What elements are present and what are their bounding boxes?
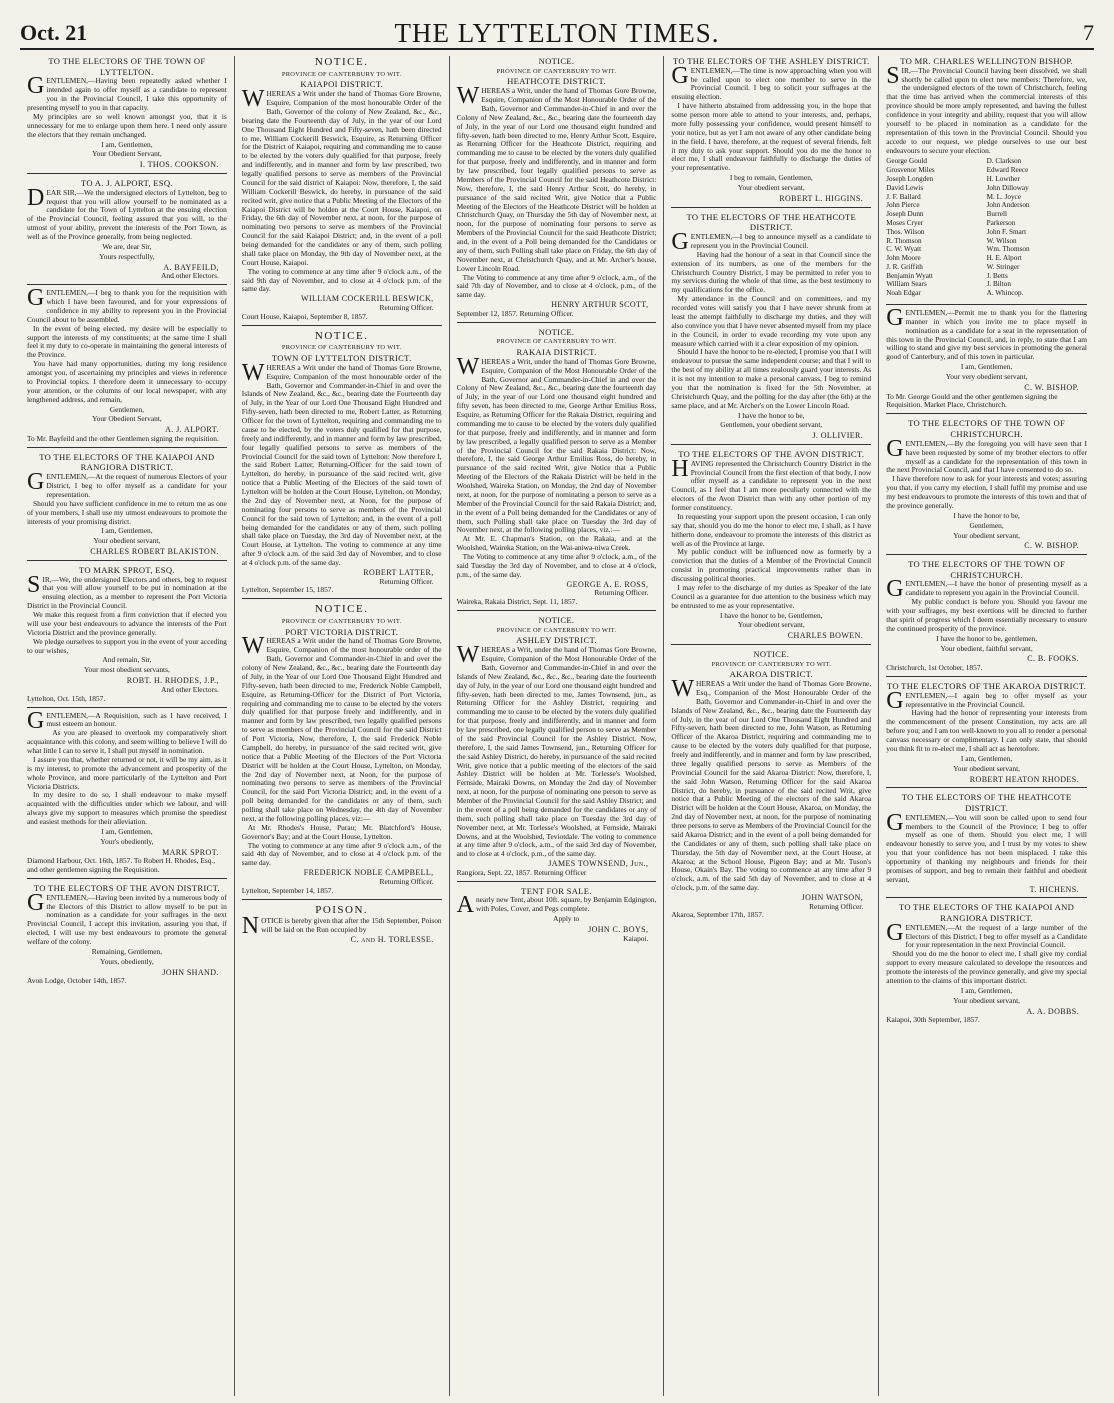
ad-signature: CHARLES ROBERT BLAKISTON.: [90, 547, 219, 557]
ad-paragraph: WHEREAS a Writ, under the hand of Thomas Gore Browne, Esquire, Companion of the Most Honourable Order of the Bath, Governor and Commander-in-Chief in and over the Colony of New Zealand, &c., &c., bearing date the fourteenth day of July, in the year of our Lord one thousand eight hundred and fifty seven, has been directed to me, George Arthur Emilius Ross, Esquire, as Returning Officer for the Rakaia District, requiring and commanding me to cause to be elected by the voters duly qualified for that purpose, freely and indifferently, and in manner and form by law prescribed, a legally qualified person to serve as a Member of the Provincial Council for the said Rakaia District: Now, therefore, I, the said George Arthur Emilius Ross, do hereby, in pursuance of the said recited Writ, give Notice that a Public Meeting of the Electors of the Rakaia District will be held in the Woolshed, Waireka Station, on Monday, the 2nd day of November next, at noon, for the purpose of nominating a person to serve as a Member of the Provincial Council for the said Rakaia District; and, in the event of a Poll being demanded for the Candidates or any of them, such Polling shall take place on Tuesday the 3rd day of November next, at the following polling places, viz.:—: [456, 353, 657, 535]
signatory-name: H. Lowther: [986, 175, 1020, 184]
column-4: [664, 56, 879, 1396]
ad-paragraph: The voting to commence at any time after 9 o'clock a.m., of the said 4th day of November, and to close at 4 o'clock p.m. of the same day.: [241, 840, 442, 868]
advertisement: [457, 615, 657, 882]
ad-closing: I have the honor to be, Gentlemen,: [719, 610, 823, 620]
signatory-name: Benjamin Wyatt: [886, 271, 933, 280]
ad-signature-title: Kaiapoi.: [623, 933, 649, 943]
ad-body: [27, 285, 227, 404]
signatory-name: John Pierce: [886, 201, 920, 210]
ad-paragraph: Should you do me the honor to elect me, I shall give my cordial support to every measure calculated to develope the resources and promote the interests of the province generally, and give my special attention to the claims of this important district.: [886, 949, 1087, 985]
ad-closing: I am, Gentlemen,: [101, 139, 153, 149]
ad-subheading: PROVINCE OF CANTERBURY TO WIT.: [496, 67, 617, 75]
ad-footer: Lyttelton, September 14, 1857.: [241, 885, 334, 895]
signatory-name: John F. Smart: [986, 227, 1027, 236]
signatory-name: Wm. Thomson: [986, 245, 1030, 254]
ad-body: [671, 455, 872, 611]
ad-body: [27, 571, 227, 656]
ad-paragraph: We pledge ourselves to support you in the event of your acceding to our wishes,: [27, 636, 227, 655]
ad-heading: TO THE ELECTORS OF THE KAIAPOI AND RANGIORA DISTRICT.: [39, 451, 215, 473]
ad-paragraph: SIR,—We, the undersigned Electors and others, beg to request that you will allow yourself to be put in nomination at the ensuing election, as a member to represent the Port Victoria District in the Provincial Council.: [27, 571, 227, 611]
advertisement: [27, 565, 227, 708]
columns: [20, 56, 1094, 1396]
advertisement: [242, 603, 442, 899]
ad-paragraph: GENTLEMEN,—At the request of a large number of the Electors of this District, I beg to offer myself as a Candidate for your representation in the next Provincial Council.: [886, 919, 1087, 950]
ad-signature: GEORGE A. E. ROSS,: [566, 579, 649, 589]
newspaper-title: THE LYTTELTON TIMES.: [394, 18, 720, 48]
signatory-name: C. W. Wyatt: [886, 245, 922, 254]
ad-heading: TO THE ELECTORS OF THE AKAROA DISTRICT.: [886, 680, 1087, 691]
ad-footer: Waireka, Rakaia District, Sept. 11, 1857.: [456, 597, 578, 607]
ad-paragraph: WHEREAS a Writ under the hand of Thomas Gore Browne, Esquire, Companion of the most honourable order of the Bath, Governor and Commander-in-Chief in and over the colony of New Zealand, &c., &c., bearing date the Fourteenth day of July, in the Year of our Lord One Thousand Eight Hundred and Fifty-seven, hath been directed to me, Frederick Noble Campbell, Esquire, as Returning-Officer for the District of Port Victoria, requiring and commanding me to cause to be elected by the voters duly qualified for that purpose freely and indifferently, and in manner and form by law prescribed, two legally qualified persons to serve as members of the Provincial Council for the said District of Port Victoria, Now, therefore, I, the said Frederick Noble Campbell, do hereby, in pursuance of the said recited writ, give notice that a Public Meeting of the Electors of the Port Victoria District will be holden at the Court House, Lyttelton, on Monday, the 2nd day of November next, at Noon, for the purpose of nominating two persons to serve as members of the Provincial Council, for the said Port Victoria District; and, in the event of a poll being demanded for the candidates or any of them, such polling shall take place on Wednesday, the 4th day of November next, at the following polling places, viz:—: [241, 633, 442, 823]
advertisement: [886, 902, 1087, 1028]
ad-closing: We are, dear Sir,: [102, 241, 152, 251]
ad-heading: TO A. J. ALPORT, ESQ.: [80, 177, 173, 188]
page-number: 7: [1083, 20, 1094, 45]
ad-signature: JOHN WATSON,: [801, 893, 864, 902]
ad-heading: TO THE ELECTORS OF THE TOWN OF CHRISTCHURCH.: [908, 418, 1066, 440]
ad-footer: Christchurch, 1st October, 1857.: [886, 663, 983, 673]
advertisement: [242, 56, 442, 326]
ad-body: [27, 73, 227, 139]
ad-district-heading: HEATHCOTE DISTRICT.: [507, 76, 606, 87]
signatory-name: A. Whincop.: [986, 289, 1024, 298]
ad-footer: Avon Lodge, October 14th, 1857.: [27, 976, 127, 986]
ad-paragraph: My public conduct is before you. Should you favour me with your suffrages, my best exertions will be directed to further that spirit of progress which I deem essentially necessary to ensure the continued prosperity of the province.: [886, 597, 1087, 633]
signatory-name: W. Wilson: [986, 236, 1017, 245]
ad-heading: TO THE ELECTORS OF THE TOWN OF CHRISTCHURCH.: [908, 559, 1066, 580]
advertisement: [886, 418, 1087, 555]
advertisement: [27, 707, 227, 879]
ad-heading: NOTICE.: [753, 648, 790, 659]
ad-paragraph: GENTLEMEN,—You will soon be called upon to send four members to the Council of the Province; I beg to offer myself as one of them. Should you elect me, I will endeavour honestly to serve you, and I trust by my votes to shew you that your confidence has not been misplaced. I take this opportunity of thanking my neighbours and friends for their promises of support, and beg to remain their faithful and obedient servant,: [886, 809, 1087, 884]
ad-signature-title: Returning Officer.: [379, 302, 434, 312]
signatory-name: Edward Reece: [986, 166, 1029, 175]
ad-heading: TO THE ELECTORS OF THE HEATHCOTE DISTRICT.: [901, 792, 1072, 813]
ad-subheading: PROVINCE OF CANTERBURY TO WIT.: [281, 618, 402, 626]
ad-signature: WILLIAM COCKERILL BESWICK,: [301, 294, 434, 304]
ad-signature: JOHN C. BOYS,: [588, 924, 649, 934]
ad-heading: TO THE ELECTORS OF THE ASHLEY DISTRICT.: [673, 56, 870, 66]
ad-paragraph: DEAR SIR,—We the undersigned electors of Lyttelton, beg to request that you will allow yourself to be nominated as a candidate for the Town of Lyttelton at the ensuing election of the Provincial Council, feeling assured that you will, to the utmost of your ability, prevent the interests of the Port Town, as well as of the Province generally, from being neglected.: [27, 184, 227, 242]
ad-paragraph: WHEREAS a Writ under the hand of Thomas Gore Browne, Esquire, Companion of the most honourable Order of the Bath, Governor of the colony of New Zealand, &c., &c., bearing date the Fourteenth day of July, in the year of our Lord One Thousand Eight Hundred and Fifty-seven, hath been directed to me, William Cockerill Beswick, Esquire, as Returning Officer for the District of Kaiapoi, requiring and commanding me to cause to be elected by the voters duly qualified for that purpose, freely and indifferently, and in manner and form by law prescribed, two legally qualified persons to serve as members of the Provincial Council for the said district of Kaiapoi: Now, therefore, I, the said William Cockerill Beswick, do hereby, in pursuance of the said recited writ, give notice that a Public Meeting of the Electors of the Kaiapoi District will be holden at the Court House, Kaiapoi, on Friday, the 6th day of November next, at noon, for the purpose of nominating two persons to serve as members of the Provincial Council for the said Kaiapoi District; and, in the event of a poll being demanded for the candidates or any of them, such polling shall take place on Monday, the 9th day of November next, at the Court House, Kaiapoi.: [241, 86, 442, 267]
ad-signature: C. W. BISHOP.: [1024, 541, 1079, 551]
ad-body: [456, 353, 657, 580]
ad-footer: Lyttelton, Oct. 15th, 1857.: [27, 693, 106, 703]
ad-paragraph: The Voting to commence at any time after 9 o'clock, a.m., of the said Tuesday the 3rd day of November, and to close at 4 o'clock, p.m., of the same day.: [456, 552, 657, 579]
advertisement: [671, 212, 871, 445]
ad-closing: I beg to remain, Gentlemen,: [729, 173, 813, 183]
advertisement: [457, 56, 657, 323]
ad-footer: Akaroa, September 17th, 1857.: [671, 910, 764, 920]
issue-date: Oct. 21: [20, 20, 88, 45]
signatory-list: [886, 157, 1087, 298]
ad-paragraph: As you are pleased to overlook my comparatively short acquaintance with this colony, and seem willing to believe I will do what little I can to serve it, I shall put myself in nomination.: [27, 728, 227, 755]
ad-body: [27, 184, 227, 242]
ad-paragraph: At Mr. Rhodes's House, Purau; Mr. Blatchford's House, Governor's Bay; and at the Court House, Lyttelton.: [241, 822, 442, 841]
signatory-name: J. Betts: [986, 271, 1008, 280]
ad-paragraph: GENTLEMEN,—I beg to announce myself as a candidate to represent you in the Provincial Council.: [671, 229, 872, 256]
ad-closing: I am, Gentlemen,: [960, 985, 1013, 995]
ad-footer: To Mr. George Gould and the other gentlemen signing the Requisition. Market Place, Christchurch.: [886, 391, 1058, 410]
signatory-name: Joseph Longden: [886, 175, 934, 184]
ad-paragraph: Should I have the honor to be re-elected, I promise you that I will endeavour to pursue the same independent course; and that I will to the best of my ability at all times zealously guard your interests. As it is not my intention to make a personal canvass, I beg to remind you that the nomination is fixed for the 5th November, at Christchurch Quay, and the polling for the day after (the 6th) at the same place, and at Mr. Archer's on the Lower Lincoln Road.: [671, 347, 872, 410]
column-3: [450, 56, 665, 1396]
ad-paragraph: I have hitherto abstained from addressing you, in the hope that some person more able to attend to your interests, and, perhaps, more fully possessing your confidence, would present himself to your notice, but as yet I am not aware of any other candidate being in the field. I have, therefore, at the request of several friends, felt it my duty to ask your support. Should you do me the honor to elect me, I shall endeavour faithfully to discharge the duties of your representative.: [671, 101, 872, 173]
ad-paragraph: GENTLEMEN,—The time is now approaching when you will be called upon to elect one member to serve in the Provincial Council. I beg to solicit your suffrages at the ensuing election.: [671, 62, 872, 102]
ad-body: [886, 687, 1087, 754]
ad-body: [671, 676, 872, 893]
ad-body: [671, 229, 872, 411]
ad-closing: Your obedient servant,: [737, 183, 805, 193]
signatory-name: Joseph Dunn: [886, 210, 924, 219]
ad-heading: NOTICE.: [538, 326, 575, 337]
ad-heading: NOTICE.: [538, 56, 575, 66]
ad-heading: TENT FOR SALE.: [521, 885, 592, 896]
ad-footer: Court House, Kaiapoi, September 8, 1857.: [241, 311, 368, 321]
ad-paragraph: In the event of being elected, my desire will be especially to support the interests of my constituents; at the same time I shall feel it my duty to co-operate in maintaining the general interests of the Province.: [27, 323, 227, 360]
ad-body: [241, 359, 442, 568]
ad-signature: C. B. FOOKS.: [1027, 654, 1079, 664]
ad-heading: TO THE ELECTORS OF THE HEATHCOTE DISTRICT.: [686, 211, 857, 233]
ad-closing: Your obedient servant,: [953, 995, 1020, 1005]
ad-body: [241, 86, 442, 294]
signatory-name: George Gould: [886, 157, 927, 166]
ad-paragraph: In my desire to do so, I shall endeavour to make myself acquainted with the difficulties under which we labour, and will always give my support to measures which promise the speediest and easiest methods for their alleviation.: [27, 790, 227, 826]
ad-closing: I have the honor to be, gentlemen,: [936, 633, 1038, 643]
signatory-name: David Lewis: [886, 183, 924, 192]
ad-heading: TO THE ELECTORS OF THE AVON DISTRICT.: [678, 448, 865, 459]
advertisement: [27, 452, 227, 561]
ad-body: [886, 576, 1087, 633]
ad-body: [241, 633, 442, 868]
ad-paragraph: I may refer to the discharge of my duties as Speaker of the late Council as a guarantee for due attention to the business which may be entrusted to me as your representative.: [671, 582, 872, 610]
ad-paragraph: My principles are so well known amongst you, that it is unnecessary for me to enlarge upon them here. I need only assure the electors that they remain unchanged.: [27, 111, 227, 139]
ad-paragraph: Having had the honor of representing your interests from the commencement of the present Constitution, my acts are all before you; and I am too well-known to you all to render a personal canvass necessary or complimentary. I can only state, that should you think fit to re-elect me, I shall act as heretofore.: [886, 708, 1087, 753]
ad-body: [456, 642, 657, 859]
ad-paragraph: GENTLEMEN,—I again beg to offer myself as your representative in the Provincial Council.: [886, 687, 1087, 714]
ad-paragraph: GENTLEMEN,—A Requisition, such as I have received, I must esteem an honour.: [27, 707, 227, 734]
signatory-name: John Moore: [886, 254, 921, 263]
ad-signature: C. W. BISHOP.: [1024, 382, 1079, 392]
ad-subheading: PROVINCE OF CANTERBURY TO WIT.: [281, 344, 402, 352]
ad-footer: Kaiapoi, 30th September, 1857.: [886, 1015, 980, 1025]
ad-body: [886, 304, 1087, 362]
ad-subheading: PROVINCE OF CANTERBURY TO WIT.: [496, 338, 617, 346]
ad-paragraph: In requesting your support upon the present occasion, I can only say that, should you do me the honor to elect me, I shall, as I have hitherto done, endeavour to promote the interests of this district as well as of the Province at large.: [671, 511, 872, 548]
ad-heading: NOTICE.: [314, 603, 369, 616]
masthead: [20, 18, 1094, 50]
ad-signature-title: And other Electors.: [161, 271, 219, 281]
ad-heading: POISON.: [315, 903, 369, 916]
ad-signature: A. BAYFEILD,: [163, 262, 219, 272]
ad-district-heading: TOWN OF LYTTELTON DISTRICT.: [271, 353, 412, 364]
ad-closing: Your obedient, faithful servant,: [940, 643, 1033, 653]
ad-signature: A. A. DOBBS.: [1026, 1006, 1079, 1016]
signatory-name: D. Clarkson: [986, 157, 1022, 166]
advertisement: [27, 883, 227, 989]
ad-signature: JOHN SHAND.: [162, 967, 219, 977]
signatory-name: H. E. Alport: [986, 254, 1022, 263]
signatory-column-right: [987, 157, 1087, 298]
ad-closing: Gentlemen,: [109, 404, 145, 414]
ad-paragraph: GENTLEMEN,—At the request of numerous Electors of your District, I beg to offer myself as a candidate for your representation.: [27, 469, 227, 499]
signatory-column-left: [886, 157, 986, 298]
ad-closing: Gentlemen, your obedient servant,: [720, 420, 823, 430]
ad-paragraph: We make this request from a firm conviction that if elected you will use your best endeavours to advance the interests of the Port Victoria District and the province generally.: [27, 610, 227, 637]
ad-paragraph: GENTLEMEN,—Having been invited by a numerous body of the Electors of this District to allow myself to be put in nomination as a candidate for your suffrages in the next Provincial Council, I accept this invitation, assuring you that, if elected, I will use my best endeavours to promote the general welfare of the colony.: [27, 889, 227, 947]
ad-closing: Your Obedient Servant,: [92, 414, 162, 424]
ad-signature: MARK SPROT.: [162, 847, 219, 857]
signatory-name: M. L. Joyce: [986, 192, 1021, 201]
ad-signature-title: Returning Officer.: [379, 876, 434, 886]
ad-paragraph: Having had the honour of a seat in that Council since the extension of its numbers, as one of the members for the Christchurch Country District, I may be permitted to refer you to my services during the whole of that time, as the best testimony to my qualifications for the office.: [671, 249, 872, 295]
ad-paragraph: WHEREAS a Writ, under the hand of Thomas Gore Browne, Esquire, Companion of the Most Honourable Order of the Bath, Governor and Commander-in-Chief in and over the Colony of New Zealand, &c., &c., bearing date the fourteenth day of July, in the year of our Lord one thousand eight hundred and fifty-seven, hath been directed to me, Henry Arthur Scott, Esquire, as Returning Officer for the Heathcote District, requiring and commanding me to cause to be elected by the voters duly qualified for that purpose, freely and indifferently, and in manner and form by law prescribed, four legally qualified persons to serve as Members of the Provincial Council for the said Heathcote District: Now, therefore, I, the said Henry Arthur Scott, do hereby, in pursuance of the said recited Writ, give Notice that a Public Meeting of the Electors of the Heathcote District will be holden at Christchurch Quay, on Thursday the 5th day of November next, at noon, for the purpose of nominating four persons to serve as Members of the Provincial Council for the said Heathcote District; and, in the event of a Poll being demanded for the Candidates or any of them, such Polling shall take place on Friday, the 6th day of November next, at Christchurch Quay, and at Mr. Archer's house, Lower Lincoln Road.: [456, 83, 657, 273]
advertisement: [242, 904, 442, 948]
advertisement: [27, 178, 227, 285]
ad-paragraph: GENTLEMEN,—I have the honor of presenting myself as a candidate to represent you again in the Provincial Council.: [886, 576, 1087, 603]
ad-signature-title: Returning Officer.: [379, 576, 434, 586]
ad-district-heading: PORT VICTORIA DISTRICT.: [285, 626, 399, 637]
ad-footer: Lyttelton, September 15, 1857.: [241, 585, 334, 595]
ad-paragraph: Anearly new Tent, about 10ft. square, by Benjamin Edgington, with Poles, Cover, and Pegs complete.: [456, 892, 657, 919]
ad-closing: I am, Gentlemen,: [101, 826, 153, 836]
ad-signature: JAMES TOWNSEND, Jun.,: [548, 859, 649, 869]
advertisement: [27, 285, 227, 448]
signatory-name: W. Stringer: [986, 262, 1020, 271]
ad-district-heading: ASHLEY DISTRICT.: [516, 635, 597, 646]
ad-paragraph: The Voting to commence at any time after 9 o'clock, a.m., of the said 7th day of November, and to close at 4 o'clock, p.m., of the same day.: [456, 272, 657, 300]
ad-heading: TO MR. CHARLES WELLINGTON BISHOP.: [900, 56, 1073, 66]
ad-paragraph: WHEREAS a Writ under the hand of Thomas Gore Browne, Esq., Companion of the Most Honourable Order of the Bath, Governor and Commander-in-Chief in and over the Islands of New Zealand, &c., &c., bearing date the Fourteenth day of July, in the year of our Lord One Thousand Eight Hundred and Fifty-seven, hath been directed to me, John Watson, as Returning Officer of the Akaroa District, requiring and commanding me to cause to be elected by the voters duly qualified for that purpose, freely and indifferently, and in manner and form by law prescribed, three legally qualified persons to serve as Members of the Provincial Council for the said Akaroa District: Now, therefore, I, the said John Watson, Returning Officer for the said Akaroa District, do hereby, in pursuance of the said recited Writ, give notice that a Public Meeting of the electors of the said Akaroa District will be holden at the Court House, Akaroa, on Monday, the 2nd day of November next, at noon, for the purpose of nominating three persons to serve as Members of the Provincial Council for the said Akaroa District; and in the event of a poll being demanded for the Candidates or any of them, such polling shall take place on Thursday, the 5th day of November next, at the Court House, at Akaroa; at the School House, Pigeon Bay; and at Mr. Tuson's House, Okain's Bay. The voting to commence at any time after 9 o'clock, a.m. of the said 5th day of November, and to close at 4 o'clock, p.m. of the same day.: [671, 676, 872, 893]
ad-heading: NOTICE.: [538, 615, 575, 625]
ad-paragraph: WHEREAS a Writ under the hand of Thomas Gore Browne, Esquire, Companion of the most honourable order of the Bath, Governor and Commander-in-Chief in and over the Islands of New Zealand, &c., &c., bearing date the Fourteenth day of July, in the Year of our Lord One Thousand Eight Hundred and Fifty-seven, hath been directed to me, Robert Latter, as Returning Officer for the town of Lyttelton, requiring and commanding me to cause to be elected, by the voters duly qualified for that purpose, freely and indifferently, and in manner and form by law prescribed, four legally qualified persons to serve as members of the Provincial Council for the said town of Lyttelton: Now therefore I, the said Robert Latter, Returning-Officer for the said town of Lyttelton, do hereby, in pursuance of the said recited writ, give notice that a Public Meeting of the Electors of the said town of Lyttelton will be holden at the Court House, Lyttelton, on Monday, the 2nd day of November next, at Noon, for the purpose of nominating four persons to serve as members of the Provincial Council for the said town of Lyttelton; and, in the event of a poll being demanded for the candidates or any of them, such polling shall take place on Tuesday, the 3rd day of November next, at the Court House, at Lyttelton. The voting to commence at any time after 9 o'clock a.m. of the said 3rd day of November, and to close at 4 o'clock p.m. of the same day.: [241, 359, 442, 568]
ad-closing: Apply to: [553, 914, 580, 924]
signatory-name: Burrell Parkerson: [986, 210, 1016, 227]
signatory-name: William Sears: [886, 280, 927, 289]
signatory-name: R. Thomson: [886, 236, 922, 245]
ad-body: [27, 889, 227, 947]
ad-body: [886, 435, 1087, 511]
ad-paragraph: Should you have sufficient confidence in me to return me as one of your members, I shall use my utmost endeavours to promote the interests of your promising district.: [27, 498, 227, 526]
ad-paragraph: GENTLEMEN,—I beg to thank you for the requisition with which I have been favoured, and for your expressions of confidence in my ability to represent you in the Provincial Council about to be assembled.: [27, 285, 227, 324]
ad-signature: ROBT. H. RHODES, J.P.,: [126, 676, 219, 686]
ad-footer: Rangiora, Sept. 22, 1857. Returning Officer: [456, 867, 587, 877]
ad-body: [27, 707, 227, 827]
ad-closing: Your very obedient servant,: [945, 372, 1028, 382]
ad-paragraph: The voting to commence at any time after 9 o'clock a.m., of the said 9th day of November, and to close at 4 o'clock p.m. of the same day.: [241, 266, 442, 294]
ad-paragraph: NOTICE is hereby given that after the 15th September, Poison will be laid on the Run occupied by: [241, 913, 442, 940]
ad-footer: September 12, 1857. Returning Officer.: [456, 308, 574, 318]
ad-signature: ROBERT L. HIGGINS.: [779, 193, 864, 203]
ad-heading: NOTICE.: [314, 56, 369, 68]
advertisement: [242, 330, 442, 600]
advertisement: [886, 56, 1087, 305]
ad-signature: HENRY ARTHUR SCOTT,: [551, 300, 649, 310]
ad-signature: I. THOS. COOKSON.: [139, 160, 219, 170]
ad-signature: C. and H. TORLESSE.: [350, 935, 434, 945]
ad-paragraph: My attendance in the Council and on committees, and my recorded votes will satisfy you that I have never shrunk from at least the attempt faithfully to discharge my duties, and they will also convince you that I have never absented myself from my place in the Council, in order to evade recording my vote upon any measure which carried with it a clear exposition of my opinion.: [671, 294, 872, 348]
ad-closing: I have the honor to be,: [953, 510, 1020, 520]
ad-body: [886, 62, 1087, 156]
ad-footer: Diamond Harbour, Oct. 16th, 1857. To Robert H. Rhodes, Esq., and other gentlemen signing the Requisition.: [27, 856, 216, 875]
ad-footer: To Mr. Bayfeild and the other Gentlemen signing the requisition.: [27, 433, 219, 443]
ad-paragraph: My public conduct will be influenced now as formerly by a conviction that the duties of a Member of the Provincial Council consist in promoting practical improvements rather than in discussing political theories.: [671, 547, 872, 583]
advertisement: [671, 56, 871, 208]
ad-closing: I have the honor to be,: [738, 410, 805, 420]
ad-signature: CHARLES BOWEN.: [787, 631, 864, 641]
ad-paragraph: HAVING represented the Christchurch Country District in the Provincial Council from the first election of that body, I now offer myself as a candidate to represent you in the next Council, as I feel that I am more peculiarly connected with the electors of the Avon District than with any other portion of my former constituency.: [671, 455, 872, 512]
ad-signature: FREDERICK NOBLE CAMPBELL,: [303, 868, 434, 878]
ad-closing: Remaining, Gentlemen,: [91, 946, 163, 956]
signatory-name: Noah Edgar: [886, 289, 921, 298]
ad-closing: Gentlemen,: [969, 520, 1004, 530]
ad-subheading: PROVINCE OF CANTERBURY TO WIT.: [496, 626, 617, 634]
signatory-name: J. Bilton: [986, 280, 1011, 289]
signatory-name: Moses Cryer: [886, 218, 924, 227]
signatory-name: John Anderson: [986, 201, 1030, 210]
ad-signature: ROBERT HEATON RHODES.: [969, 774, 1079, 784]
ad-closing: Yours respectfully,: [99, 251, 155, 261]
ad-body: [671, 62, 872, 174]
advertisement: [671, 449, 871, 645]
ad-paragraph: WHEREAS a Writ, under the hand of Thomas Gore Browne, Esquire, Companion of the Most Honourable Order of the Bath, Governor and Commander-in-Chief in and over the Islands of New Zealand, &c., &c., &c., bearing date the fourteenth day of July, in the year of our Lord one thousand eight hundred and fifty-seven, hath been directed to me, James Townsend, jun., as Returning Officer for the Ashley District, requiring and commanding me to cause to be elected by the voters duly qualified for that purpose, freely and indifferently, and in manner and form by law prescribed, one legally qualified person to serve as Member of the said Provincial Council for the Ashley District. Now, therefore, I, the said James Townsend, jun., Returning Officer for the said Ashley District, do hereby, in pursuance of the said recited Writ, give notice that a public meeting of the electors of the said Ashley District will be holden at Mr. Torlesse's Woolshed, Fernside, Mairaki Downs, on Monday the 2nd day of November next, at noon, for the purpose of nominating one person to serve as Member of the Provincial Council for the said Ashley District; and in the event of a poll being demanded for the candidates or any of them, such polling shall take place on Tuesday the 3rd day of November next, at Mr. Torlesse's Woolshed, at Fernside, Mairaki Downs, and at the Woolshed, Teviotdale. The voting to commence at any time after 9 o'clock, a.m., of the said 3rd day of November, and to close at 4 o'clock, p.m., of the same day.: [456, 642, 657, 859]
signatory-name: John Dilloway: [986, 183, 1029, 192]
ad-heading: TO THE ELECTORS OF THE KAIAPOI AND RANGIORA DISTRICT.: [898, 902, 1075, 923]
ad-signature-title: And other Electors.: [161, 684, 219, 694]
advertisement: [886, 792, 1087, 898]
ad-paragraph: You have had many opportunities, during my long residence amongst you, of ascertaining my principles and views in reference to Provincial topics. I therefore deem it unnecessary to occupy your attention, or the columns of our local newspaper, with any lengthened address, and remain,: [27, 359, 227, 404]
ad-signature: A. J. ALPORT.: [165, 425, 219, 435]
advertisement: [457, 327, 657, 611]
ad-closing: Your Obedient Servant,: [92, 149, 162, 159]
ad-heading: TO THE ELECTORS OF THE AVON DISTRICT.: [33, 882, 220, 893]
ad-closing: I am, Gentlemen,: [960, 753, 1013, 763]
ad-signature-title: Returning Officer.: [594, 588, 649, 598]
signatory-name: Thos. Wilson: [886, 227, 925, 236]
signatory-name: J. F. Ballard: [886, 192, 921, 201]
ad-closing: Your obedient servant,: [953, 763, 1020, 773]
column-1: [20, 56, 235, 1396]
ad-paragraph: GENTLEMEN,—Having been repeatedly asked whether I intended again to offer myself as a candidate to represent you in the Provincial Council, I take this opportunity of presenting myself to you in that capacity.: [27, 73, 227, 113]
ad-closing: Your obedient servant,: [93, 536, 161, 546]
advertisement: [671, 649, 871, 924]
ad-closing: I am, Gentlemen,: [101, 526, 153, 536]
advertisement: [27, 56, 227, 174]
ad-paragraph: At Mr. E. Chapman's Station, on the Rakaia, and at the Woolshed, Waireka Station, on the Wai-aniwa-niwa Creek.: [456, 534, 657, 553]
ad-signature: ROBERT LATTER,: [363, 567, 434, 577]
advertisement: [457, 886, 657, 947]
advertisement: [886, 559, 1087, 677]
ad-paragraph: SIR,—The Provincial Council having been dissolved, we shall shortly be called upon to elect new members: Therefore, we, the undersigned electors of the town of Christchurch, feeling that the time has arrived when the commercial interests of this province should be more amply represented, and having the fullest confidence in your integrity and ability, request that you will allow yourself to be placed in nomination as a candidate for the representation of this town in the Provincial Council. Should you accede to our request, we pledge ourselves to use our best endeavours to secure your election.: [886, 62, 1087, 155]
ad-paragraph: I assure you that, whether returned or not, it will be my aim, as it is my interest, to promote the advancement and prosperity of the whole Province, and more particularly of the Lyttelton and Port Victoria Districts.: [27, 754, 227, 791]
column-5: [879, 56, 1094, 1396]
ad-subheading: PROVINCE OF CANTERBURY TO WIT.: [711, 660, 832, 668]
ad-closing: Your's obediently,: [100, 836, 154, 846]
signatory-name: Grosvenor Miles: [886, 166, 935, 175]
ad-closing: Your most obedient servants,: [83, 665, 170, 675]
ad-district-heading: KAIAPOI DISTRICT.: [300, 79, 384, 90]
ad-body: [456, 83, 657, 300]
ad-signature-title: Returning Officer.: [809, 901, 864, 911]
signatory-name: J. R. Griffith: [886, 262, 923, 271]
ad-closing: Your obedient servant,: [953, 530, 1020, 540]
ad-subheading: PROVINCE OF CANTERBURY TO WIT.: [281, 70, 402, 78]
advertisement: [886, 304, 1087, 414]
ad-paragraph: I have therefore now to ask for your interests and votes; assuring you that, if you carry my election, I shall fulfil my promise and use my best endeavours to promote the interests of this town and that of the province generally.: [886, 474, 1087, 510]
ad-body: [27, 469, 227, 526]
ad-body: [886, 919, 1087, 986]
ad-closing: And remain, Sir,: [102, 655, 152, 665]
column-2: [235, 56, 450, 1396]
ad-heading: TO MARK SPROT, ESQ.: [78, 564, 175, 575]
ad-body: [886, 809, 1087, 885]
ad-heading: NOTICE.: [314, 329, 369, 342]
ad-closing: Yours, obediently,: [100, 956, 154, 966]
ad-district-heading: RAKAIA DISTRICT.: [516, 347, 597, 358]
ad-paragraph: GENTLEMEN,—Permit me to thank you for the flattering manner in which you invite me to place myself in nomination as a candidate for a seat in the representation of this town in the Provincial Council, and, in reply, to state that I am willing to stand and give my best services in promoting the general good of Canterbury, and of this town in particular.: [886, 304, 1087, 362]
ad-paragraph: GENTLEMEN,—By the foregoing you will have seen that I have been requested by some of my brother electors to offer myself as a candidate for the representation of this town in the next Provincial Council, and that I have consented to do so.: [886, 435, 1087, 475]
advertisement: [886, 681, 1087, 788]
ad-closing: Your obedient servant,: [737, 620, 805, 630]
ad-district-heading: AKAROA DISTRICT.: [729, 669, 813, 680]
ad-heading: TO THE ELECTORS OF THE TOWN OF LYTTELTON.: [48, 56, 206, 77]
ad-closing: I am, Gentlemen,: [960, 362, 1013, 372]
ad-signature: T. HICHENS.: [1029, 884, 1079, 894]
ad-signature: J. OLLIVIER.: [812, 431, 864, 441]
